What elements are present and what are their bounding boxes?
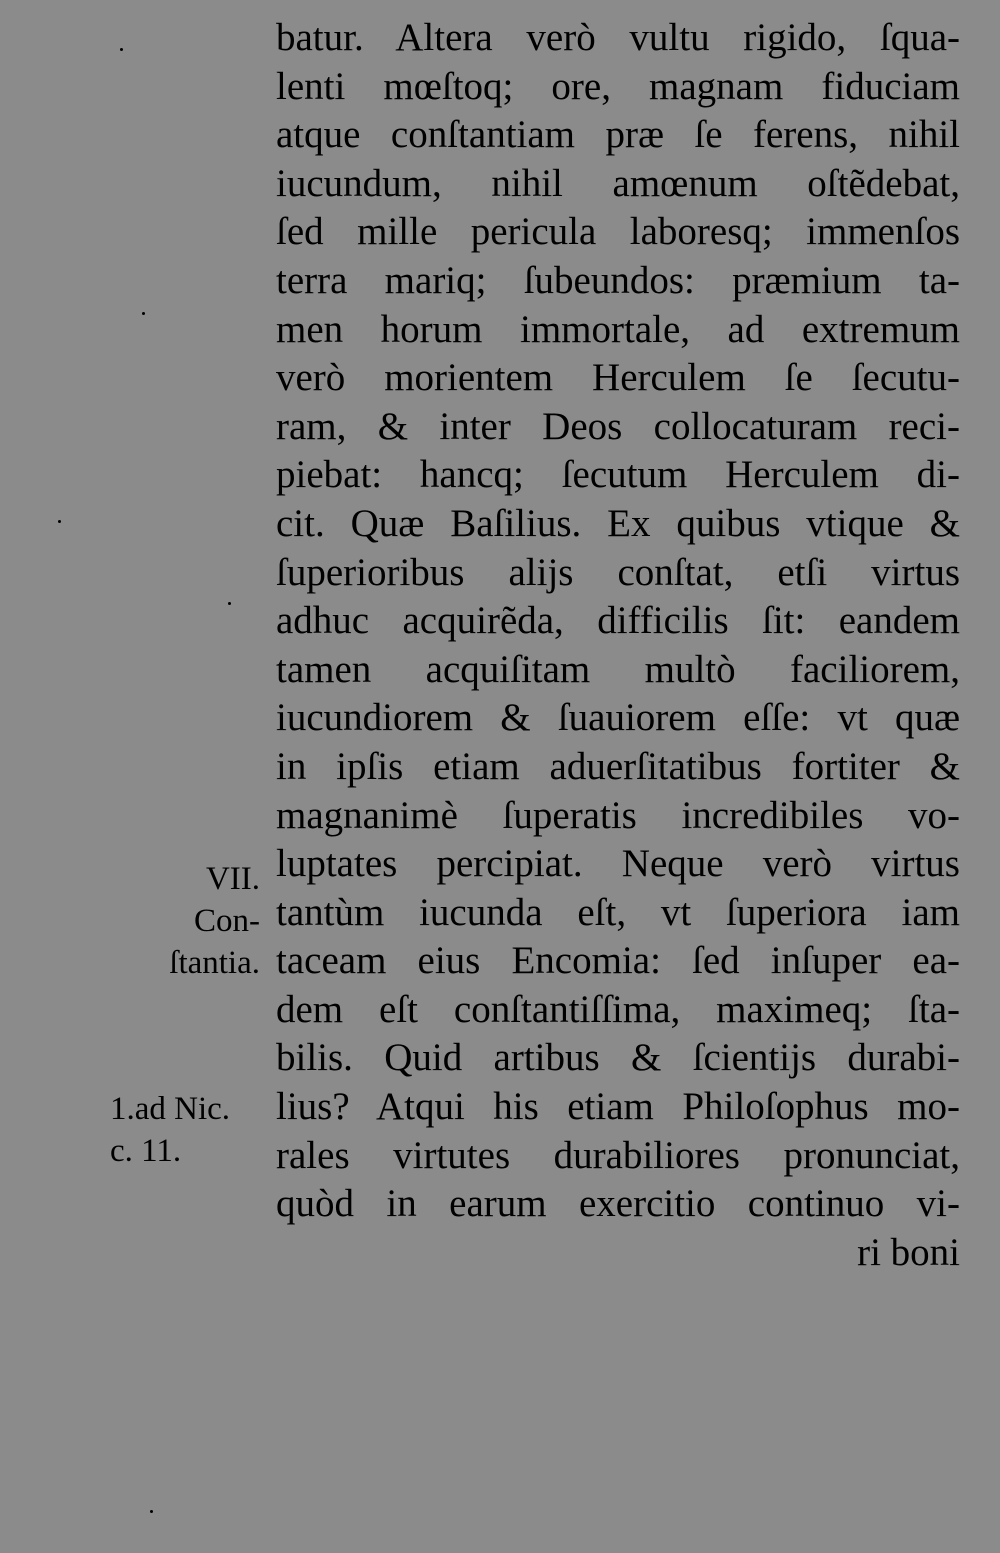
- text-line: atque conſtantiam præ ſe ferens, nihil: [276, 113, 960, 157]
- text-line: ſed mille pericula laboresq; immenſos: [276, 210, 960, 254]
- text-line: magnanimè ſuperatis incredibiles vo-: [276, 793, 960, 837]
- marginal-note-line: VII.: [205, 861, 260, 897]
- text-line: dem eſt conſtantiſſima, maximeq; ſta-: [276, 987, 960, 1031]
- text-line: piebat: hancq; ſecutum Herculem di-: [276, 453, 960, 497]
- main-text-block: [276, 14, 960, 1277]
- marginal-note-line: 1.ad Nic.: [110, 1091, 231, 1127]
- marginal-note-line: Con-: [194, 903, 260, 939]
- text-line: batur. Altera verò vultu rigido, ſqua-: [276, 16, 960, 59]
- scan-speck: [228, 602, 231, 605]
- text-line: iucundiorem & ſuauiorem eſſe: vt quæ: [276, 696, 960, 740]
- text-line: iucundum, nihil amœnum oſtẽdebat,: [276, 161, 960, 205]
- text-line: ram, & inter Deos collocaturam reci-: [276, 404, 960, 448]
- marginal-note-line: c. 11.: [110, 1133, 182, 1169]
- text-line: lenti mœſtoq; ore, magnam fiduciam: [276, 64, 960, 108]
- text-line: verò morientem Herculem ſe ſecutu-: [276, 356, 960, 400]
- marginal-note-section: [120, 858, 260, 984]
- text-line: tantùm iucunda eſt, vt ſuperiora iam: [276, 890, 960, 934]
- text-line: taceam eius Encomia: ſed inſuper ea-: [276, 939, 960, 983]
- marginal-note-line: ſtantia.: [169, 945, 260, 981]
- scan-speck: [150, 1510, 153, 1513]
- text-line: bilis. Quid artibus & ſcientijs durabi-: [276, 1036, 960, 1080]
- text-line: quòd in earum exercitio continuo vi-: [276, 1182, 960, 1226]
- marginal-note-reference: [110, 1088, 270, 1172]
- text-line: lius? Atqui his etiam Philoſophus mo-: [276, 1085, 960, 1129]
- text-line: adhuc acquirẽda, difficilis ſit: eandem: [276, 599, 960, 643]
- scan-speck: [120, 48, 123, 51]
- scan-speck: [142, 312, 145, 315]
- text-line: rales virtutes durabiliores pronunciat,: [276, 1133, 960, 1177]
- catchword-line: ri boni: [857, 1230, 960, 1274]
- text-line: terra mariq; ſubeundos: præmium ta-: [276, 258, 960, 302]
- text-line: cit. Quæ Baſilius. Ex quibus vtique &: [276, 501, 960, 545]
- text-line: in ipſis etiam aduerſitatibus fortiter &: [276, 744, 960, 788]
- text-line: ſuperioribus alijs conſtat, etſi virtus: [276, 550, 960, 594]
- text-line: tamen acquiſitam multò faciliorem,: [276, 647, 960, 691]
- text-line: men horum immortale, ad extremum: [276, 307, 960, 351]
- text-line: luptates percipiat. Neque verò virtus: [276, 842, 960, 886]
- scan-speck: [58, 520, 61, 523]
